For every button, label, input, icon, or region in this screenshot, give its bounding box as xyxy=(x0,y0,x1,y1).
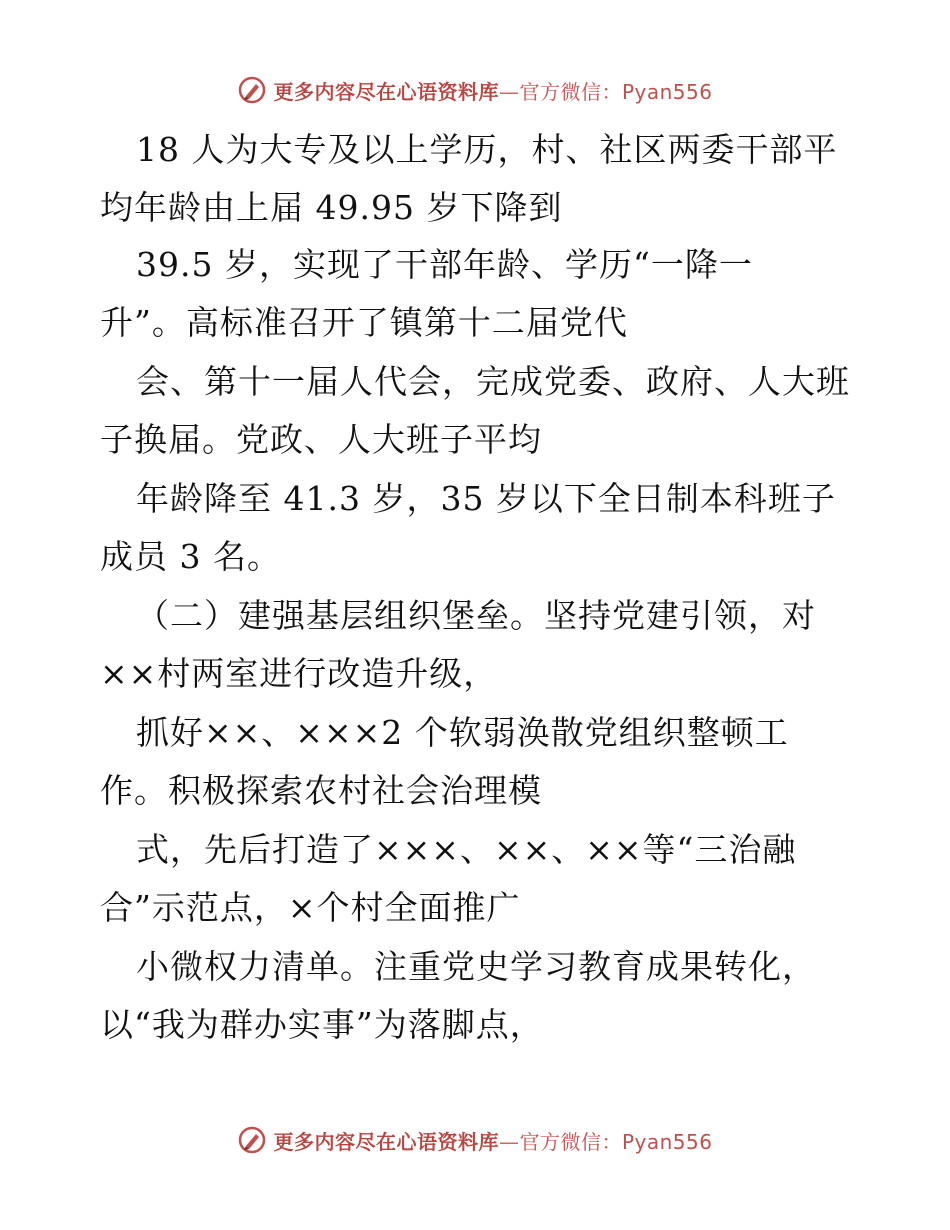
body-line: 以“我为群办实事”为落脚点， xyxy=(100,1005,544,1044)
body-line: 成员 3 名。 xyxy=(100,537,281,576)
watermark-site-text: 更多内容尽在心语资料库 xyxy=(273,79,499,104)
body-line: （二）建强基层组织堡垒。坚持党建引领，对 xyxy=(136,596,816,635)
pen-logo-icon xyxy=(237,75,267,105)
watermark-text xyxy=(273,76,712,105)
body-line: 合”示范点，×个村全面推广 xyxy=(100,888,521,927)
footer-watermark xyxy=(0,1120,950,1160)
body-line: 39.5 岁，实现了干部年龄、学历“一降一 xyxy=(136,245,753,284)
body-line: 作。积极探索农村社会治理模 xyxy=(100,771,542,810)
watermark-separator: — xyxy=(498,1129,520,1154)
pen-logo-icon xyxy=(237,1125,267,1155)
body-line: 会、第十一届人代会，完成党委、政府、人大班 xyxy=(136,362,850,401)
body-line: 抓好××、×××2 个软弱涣散党组织整顿工 xyxy=(136,713,789,752)
watermark-wechat-text: 官方微信：Pyan556 xyxy=(519,79,713,104)
body-line: 均年龄由上届 49.95 岁下降到 xyxy=(100,188,563,227)
body-line: 子换届。党政、人大班子平均 xyxy=(100,420,542,459)
body-line: 小微权力清单。注重党史学习教育成果转化， xyxy=(136,947,816,986)
body-line: 18 人为大专及以上学历，村、社区两委干部平 xyxy=(136,130,838,169)
body-line: 升”。高标准召开了镇第十二届党代 xyxy=(100,303,628,342)
header-watermark xyxy=(0,70,950,110)
watermark-wechat-text: 官方微信：Pyan556 xyxy=(519,1129,713,1154)
watermark-separator: — xyxy=(498,79,520,104)
body-line: 式，先后打造了×××、××、××等“三治融 xyxy=(136,830,797,869)
body-line: 年龄降至 41.3 岁，35 岁以下全日制本科班子 xyxy=(136,479,836,518)
watermark-site-text: 更多内容尽在心语资料库 xyxy=(273,1129,499,1154)
body-line: ××村两室进行改造升级， xyxy=(100,654,498,693)
watermark-text xyxy=(273,1126,712,1155)
